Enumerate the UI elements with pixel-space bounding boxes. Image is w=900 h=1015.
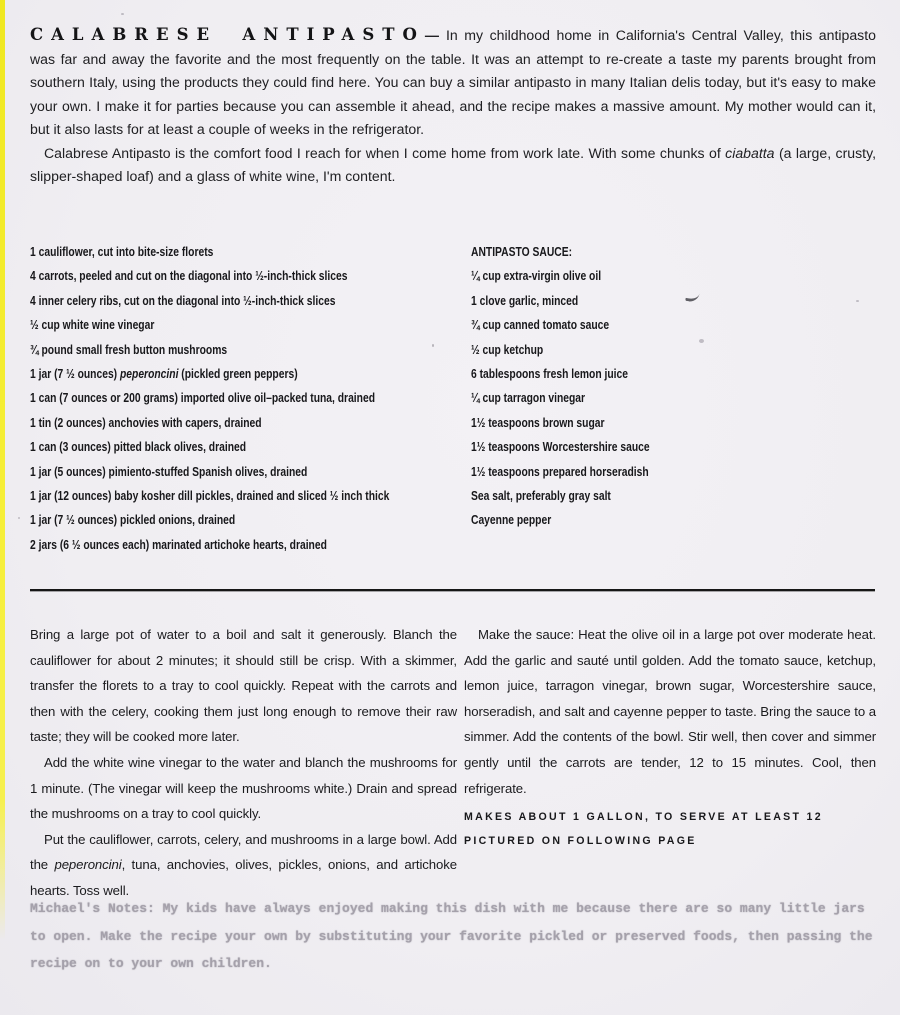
- ingredient-text: 4 carrots, peeled and cut on the diagonal into ½-inch-thick slices: [30, 268, 348, 284]
- page-spine-yellow-edge: [0, 0, 5, 940]
- ingredient-text: 1 tin (2 ounces) anchovies with capers, drained: [30, 414, 262, 430]
- michaels-notes: Michael's Notes: My kids have always enjoyed making this dish with me because there are so many little jars to open. Make the recipe your own by substituting your favorite pickled or preserved foods, then passing the recipe on to your own children.: [30, 901, 873, 971]
- ingredient-item: [471, 464, 877, 488]
- scan-speckle: [18, 517, 20, 519]
- ingredient-text: [30, 366, 298, 381]
- sauce-header: [471, 244, 877, 268]
- ingredients-column-sauce: [471, 244, 877, 537]
- sauce-header-text: ANTIPASTO SAUCE:: [471, 244, 573, 259]
- title-dash: —: [424, 27, 439, 43]
- scan-speckle: [856, 300, 859, 302]
- ingredient-text: ½ cup ketchup: [471, 341, 544, 357]
- section-divider-rule: [30, 589, 875, 591]
- ingredient-text: ¾ cup canned tomato sauce: [471, 317, 610, 333]
- ingredient-item: [471, 293, 877, 317]
- method-text-italic: peperoncini: [54, 857, 122, 873]
- pictured-note: PICTURED ON FOLLOWING PAGE: [464, 835, 697, 848]
- ingredient-item: [30, 464, 466, 488]
- ingredient-text: 6 tablespoons fresh lemon juice: [471, 365, 629, 381]
- ingredient-text: 1 can (3 ounces) pitted black olives, drained: [30, 439, 247, 455]
- intro-opening-text: In my childhood home in California's Central Valley, this antipasto was far and away the favorite and the most frequently on the table. It was an attempt to re-create a taste my parents brought from southern Italy, using the products they could find here. You can buy a similar antipasto in many Italian delis today, but it's easy to make your own. I make it for parties because you can assemble it ahead, and the recipe makes a massive amount. My mother would can it, but it also lasts for at least a couple of weeks in the refrigerator.: [30, 27, 876, 137]
- ingredient-text-pre: 1 jar (7 ½ ounces): [30, 365, 120, 381]
- scan-speckle: [121, 13, 124, 15]
- ingredient-item: [30, 293, 466, 317]
- ingredient-item: [30, 439, 466, 463]
- ingredient-item: [30, 342, 466, 366]
- method-paragraph: Bring a large pot of water to a boil and salt it generously. Blanch the cauliflower for about 2 minutes; it should still be crisp. With a skimmer, transfer the florets to a tray to cool quickly. Repeat with the carrots and then with the celery, cooking them just long enough to remove their raw taste; they will be cooked more later.: [30, 627, 457, 745]
- ingredient-item: [30, 390, 466, 414]
- scan-speckle: [699, 339, 704, 343]
- ingredient-text: 1½ teaspoons prepared horseradish: [471, 463, 649, 479]
- ingredient-text-italic: peperoncini: [119, 365, 179, 381]
- ingredient-text: 1 jar (5 ounces) pimiento-stuffed Spanish olives, drained: [30, 463, 308, 479]
- method-column-right: [464, 622, 876, 847]
- ingredient-text: ½ cup white wine vinegar: [30, 317, 155, 333]
- ingredient-text: ¼ cup tarragon vinegar: [471, 390, 586, 406]
- ingredient-item: [30, 415, 466, 439]
- ingredient-item: [30, 317, 466, 341]
- ingredient-text: 2 jars (6 ½ ounces each) marinated artichoke hearts, drained: [30, 536, 327, 552]
- ingredient-item: [471, 512, 877, 536]
- intro-paragraph-2: [30, 142, 876, 189]
- ingredient-item: [471, 415, 877, 439]
- ingredients-column-main: [30, 244, 466, 561]
- method-column-left: [30, 622, 457, 904]
- ingredient-item: [30, 512, 466, 536]
- ingredient-item: [471, 488, 877, 512]
- ingredient-item: [471, 439, 877, 463]
- intro-p2-text-end: (a large, crusty, slipper-shaped loaf) and a glass of white wine, I'm content.: [30, 144, 876, 184]
- ingredient-text: Sea salt, preferably gray salt: [471, 487, 611, 503]
- ingredient-item: [30, 537, 466, 561]
- intro-paragraph-1: [30, 23, 876, 142]
- ingredient-text: 1½ teaspoons Worcestershire sauce: [471, 439, 650, 455]
- ingredient-item: [30, 366, 466, 390]
- method-text-post: , tuna, anchovies, olives, pickles, onions, and artichoke hearts. Toss well.: [30, 857, 457, 898]
- ingredient-item: [471, 317, 877, 341]
- ingredient-text: 1 can (7 ounces or 200 grams) imported olive oil–packed tuna, drained: [30, 390, 376, 406]
- intro-p2-italic: ciabatta: [725, 144, 775, 161]
- method-paragraph: Add the white wine vinegar to the water and blanch the mushrooms for 1 minute. (The vinegar will keep the mushrooms white.) Drain and spread the mushrooms on a tray to cool quickly.: [30, 754, 457, 822]
- method-text-pre: Put the cauliflower, carrots, celery, and mushrooms in a large bowl. Add the: [30, 831, 457, 873]
- ingredient-item: [30, 488, 466, 512]
- method-paragraph: [30, 827, 457, 904]
- ingredient-text-post: (pickled green peppers): [178, 365, 298, 381]
- ingredient-text: 1½ teaspoons brown sugar: [471, 414, 605, 430]
- ingredient-text: 1 jar (7 ½ ounces) pickled onions, drained: [30, 512, 236, 528]
- ingredient-text: Cayenne pepper: [471, 512, 552, 528]
- ingredient-text: 1 cauliflower, cut into bite-size florets: [30, 244, 214, 259]
- ingredient-text: ¼ cup extra-virgin olive oil: [471, 268, 602, 284]
- intro-p2-text: Calabrese Antipasto is the comfort food I reach for when I come home from work late. With some chunks of: [44, 144, 726, 161]
- recipe-title: CALABRESE ANTIPASTO: [30, 25, 425, 44]
- scan-speckle: [432, 344, 434, 347]
- ingredient-text: 1 clove garlic, minced: [471, 292, 579, 308]
- ingredient-text: 4 inner celery ribs, cut on the diagonal into ½-inch-thick slices: [30, 292, 336, 308]
- ingredient-item: [471, 390, 877, 414]
- ingredient-text: ¾ pound small fresh button mushrooms: [30, 341, 228, 357]
- method-paragraph: Make the sauce: Heat the olive oil in a large pot over moderate heat. Add the garlic and sauté until golden. Add the tomato sauce, ketchup, lemon juice, tarragon vinegar, brown sugar, Worcestershire sauce, horseradish, and salt and cayenne pepper to taste. Bring the sauce to a simmer. Add the contents of the bowl. Stir well, then cover and simmer gently until the carrots are tender, 12 to 15 minutes. Cool, then refrigerate.: [464, 627, 876, 796]
- intro-section: [30, 23, 876, 189]
- ingredient-item: [30, 244, 466, 268]
- ingredient-item: [30, 268, 466, 292]
- ingredient-item: [471, 366, 877, 390]
- ingredient-text: 1 jar (12 ounces) baby kosher dill pickles, drained and sliced ½ inch thick: [30, 487, 390, 503]
- ingredient-item: [471, 342, 877, 366]
- ingredient-item: [471, 268, 877, 292]
- yield-line: MAKES ABOUT 1 GALLON, TO SERVE AT LEAST 12: [464, 811, 823, 824]
